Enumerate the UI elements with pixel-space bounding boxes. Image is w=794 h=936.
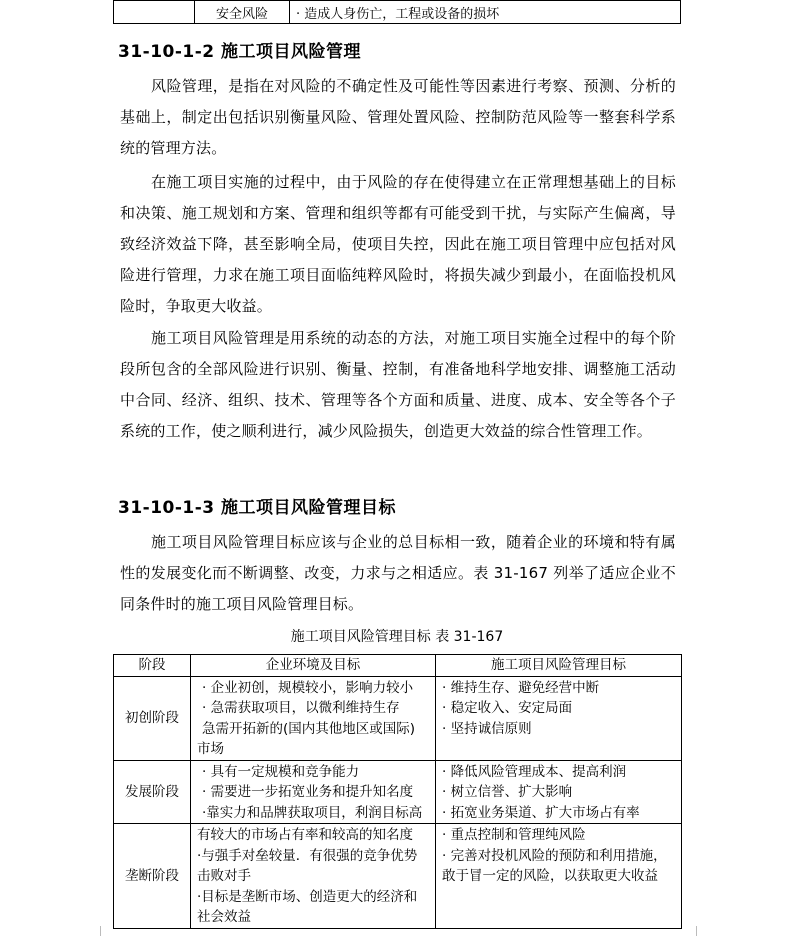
table-row <box>114 760 682 824</box>
environment-cell <box>191 676 436 760</box>
risk-goals-table <box>113 654 682 929</box>
table-cell: 安全风险 <box>195 1 290 24</box>
cell-line: · 完善对投机风险的预防和利用措施， <box>442 847 667 864</box>
cell-line: · 拓宽业务渠道、扩大市场占有率 <box>442 804 640 821</box>
cell-line: 市场 <box>197 741 224 757</box>
table-row <box>114 676 682 760</box>
table-cell <box>114 1 195 24</box>
cell-line: · 稳定收入、安定局面 <box>442 700 573 716</box>
cell-line: · 坚持诚信原则 <box>442 720 532 737</box>
section-heading: 31-10-1-3 施工项目风险管理目标 <box>118 498 397 518</box>
cell-line: · 树立信誉、扩大影响 <box>442 784 573 800</box>
table-row <box>114 1 681 24</box>
crop-mark <box>686 926 697 936</box>
paragraph: 在施工项目实施的过程中，由于风险的存在使得建立在正常理想基础上的目标和决策、施工规划和方案、管理和组织等都有可能受到干扰，与实际产生偏离，导致经济效益下降，甚至影响全局，使项目失控，因此在施工项目管理中应包括对风险进行管理，力求在施工项目面临纯粹风险时，将损失减少到最小，在面临投机风险时，争取更大收益。 <box>120 173 676 315</box>
cell-line: 社会效益 <box>197 909 251 925</box>
cell-line: · 降低风险管理成本、提高利润 <box>442 763 627 780</box>
goal-cell <box>436 760 682 824</box>
previous-table-fragment <box>113 0 681 24</box>
stage-cell: 发展阶段 <box>114 760 191 824</box>
environment-cell <box>191 760 436 824</box>
paragraph: 施工项目风险管理目标应该与企业的总目标相一致，随着企业的环境和特有属性的发展变化而不断调整、改变，力求与之相适应。表 31-167 列举了适应企业不同条件时的施工项目风险管理目标。 <box>120 533 676 613</box>
cell-line: 击败对手 <box>197 868 251 884</box>
cell-line: · 具有一定规模和竞争能力 <box>202 763 360 780</box>
cell-line: 有较大的市场占有率和较高的知名度 <box>197 827 413 843</box>
environment-cell <box>191 824 436 929</box>
cell-line: ·目标是垄断市场、创造更大的经济和 <box>197 888 418 905</box>
paragraph: 风险管理，是指在对风险的不确定性及可能性等因素进行考察、预测、分析的基础上，制定出包括识别衡量风险、管理处置风险、控制防范风险等一整套科学系统的管理方法。 <box>120 77 676 157</box>
column-header: 阶段 <box>114 655 191 677</box>
goal-cell <box>436 824 682 929</box>
cell-line: · 需要进一步拓宽业务和提升知名度 <box>202 784 414 800</box>
cell-line: ·靠实力和品牌获取项目，利润目标高 <box>202 804 423 821</box>
cell-line: 敢于冒一定的风险，以获取更大收益 <box>442 868 658 884</box>
stage-cell: 初创阶段 <box>114 676 191 760</box>
cell-line: · 企业初创，规模较小，影响力较小 <box>202 679 414 696</box>
table-cell: · 造成人身伤亡，工程或设备的损坏 <box>290 1 681 24</box>
section-heading: 31-10-1-2 施工项目风险管理 <box>118 42 362 62</box>
table-header-row <box>114 655 682 677</box>
cell-line: · 维持生存、避免经营中断 <box>442 679 600 696</box>
column-header: 施工项目风险管理目标 <box>436 655 682 677</box>
table-caption: 施工项目风险管理目标 表 31-167 <box>290 629 504 645</box>
column-header: 企业环境及目标 <box>191 655 436 677</box>
cell-line: · 急需获取项目，以微利维持生存 <box>202 700 400 716</box>
cell-line: 急需开拓新的(国内其他地区或国际) <box>202 720 416 737</box>
stage-cell: 垄断阶段 <box>114 824 191 929</box>
table-row <box>114 824 682 929</box>
cell-line: ·与强手对垒较量．有很强的竞争优势 <box>197 847 418 864</box>
cell-line: · 重点控制和管理纯风险 <box>442 827 586 843</box>
paragraph: 施工项目风险管理是用系统的动态的方法，对施工项目实施全过程中的每个阶段所包含的全部风险进行识别、衡量、控制，有准备地科学地安排、调整施工活动中合同、经济、组织、技术、管理等各个方面和质量、进度、成本、安全等各个子系统的工作，使之顺利进行，减少风险损失，创造更大效益的综合性管理工作。 <box>120 329 676 440</box>
goal-cell <box>436 676 682 760</box>
crop-mark <box>100 926 111 936</box>
